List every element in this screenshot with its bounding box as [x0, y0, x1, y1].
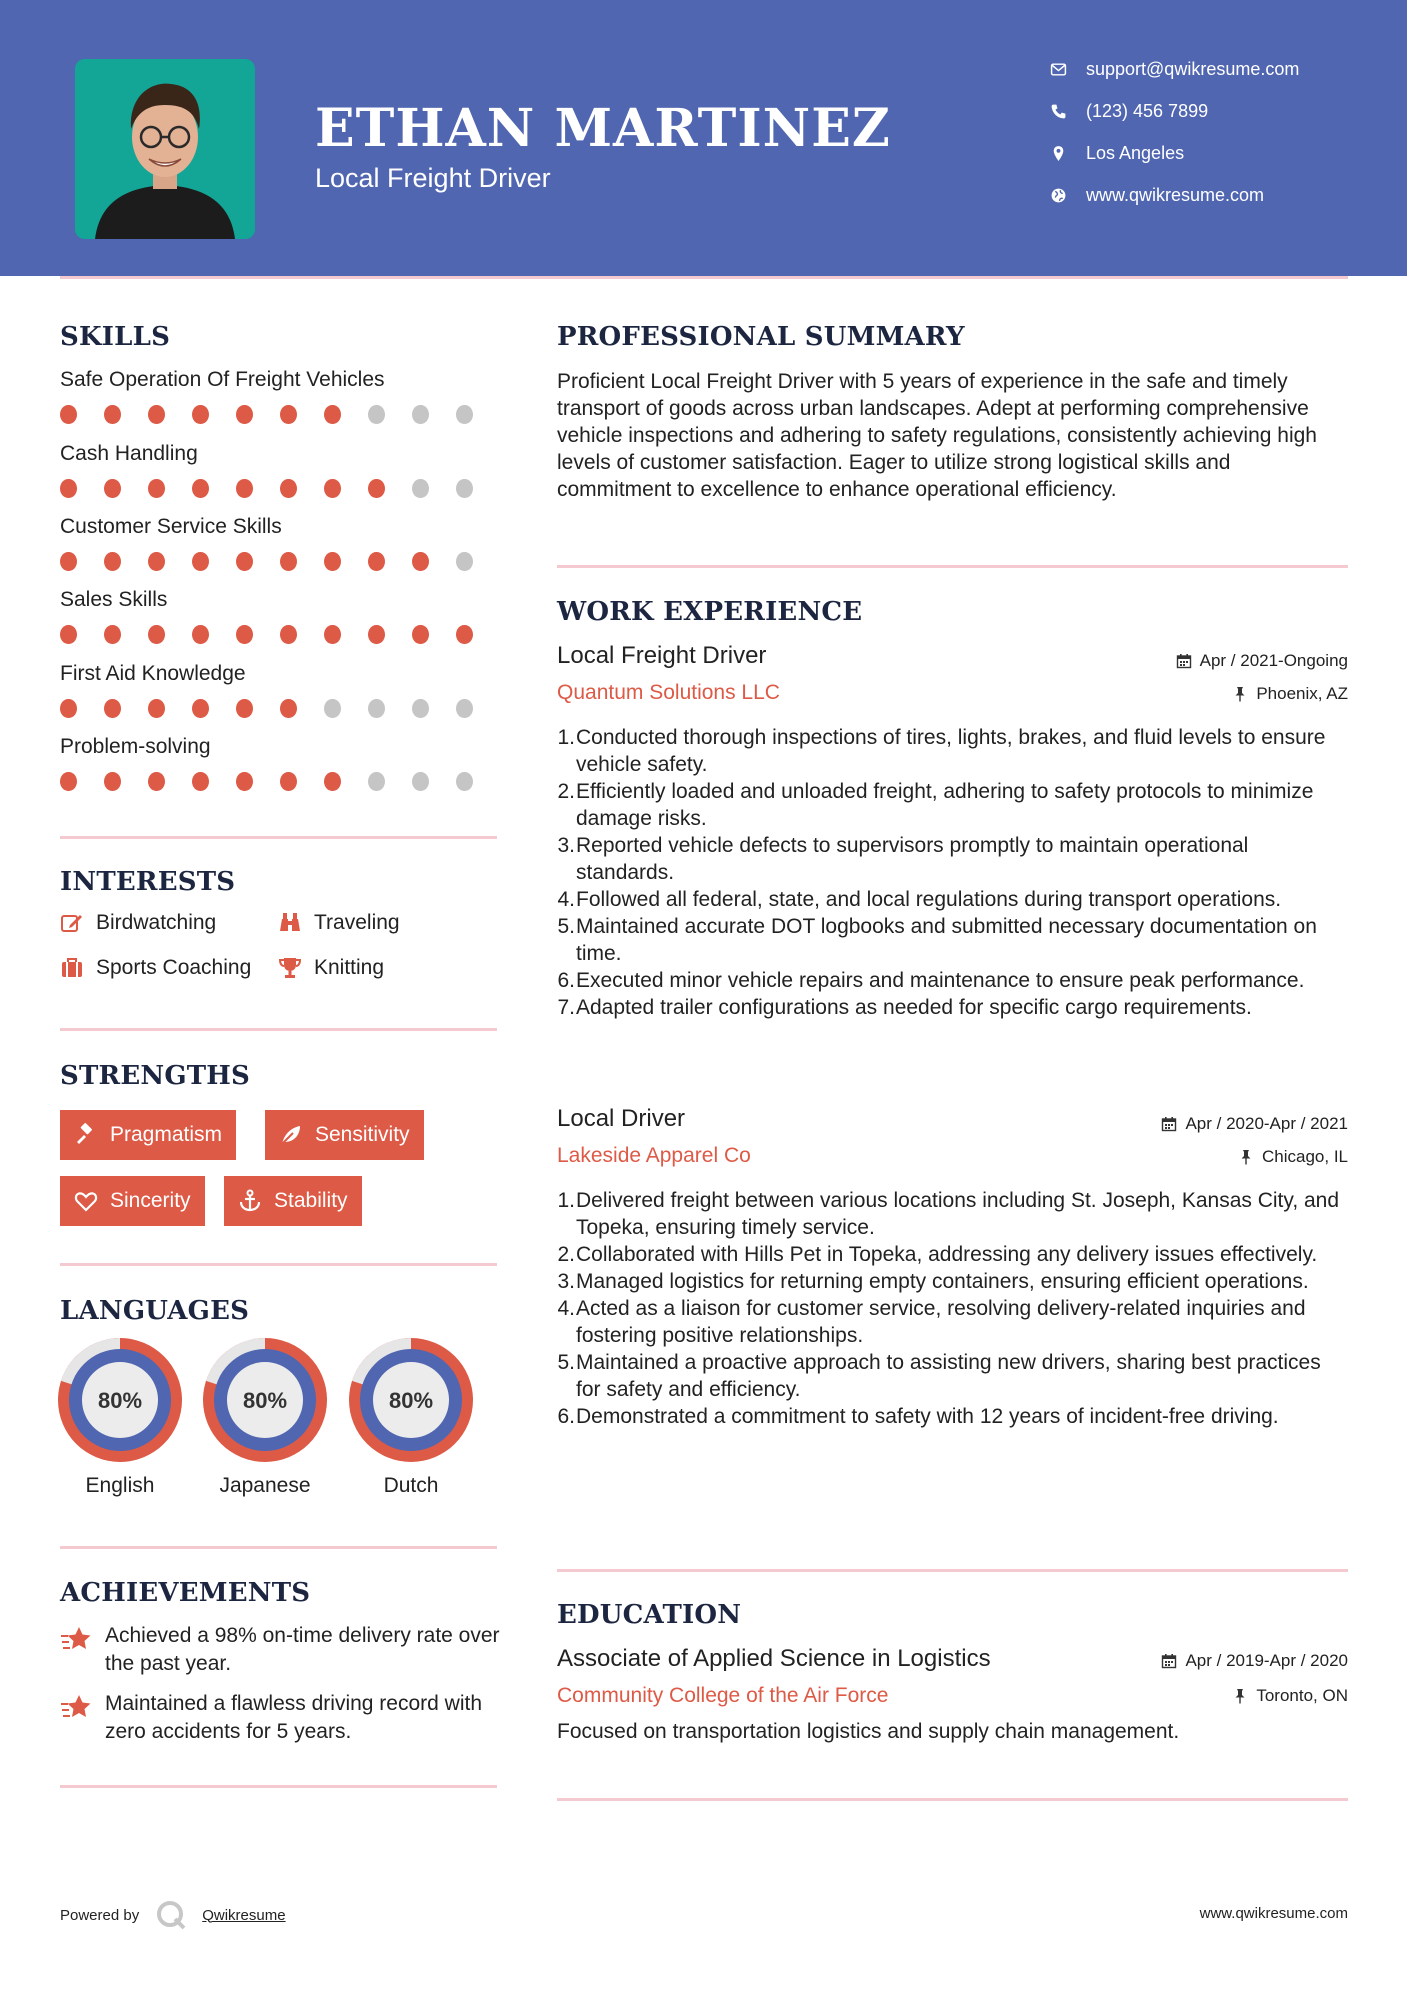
contact-phone-text: (123) 456 7899 — [1086, 100, 1209, 121]
interest-item — [60, 956, 251, 980]
contact-email[interactable] — [1050, 54, 1380, 84]
footer-powered-by — [60, 1898, 286, 1932]
interest-label: Birdwatching — [96, 911, 217, 934]
strength-tag — [265, 1110, 424, 1160]
rating-dot-filled — [60, 699, 77, 718]
section-divider — [60, 836, 497, 839]
language-item — [349, 1338, 473, 1498]
duty-number: 2. — [557, 780, 575, 803]
education-location — [1232, 1686, 1348, 1706]
duty-text: Adapted trailer configurations as needed for specific cargo requirements. — [576, 996, 1252, 1019]
rating-dot-filled — [280, 405, 297, 424]
rating-dot-filled — [104, 772, 121, 791]
skill-rating — [60, 699, 500, 719]
job-dates-text: Apr / 2021-Ongoing — [1199, 651, 1348, 670]
rating-dot-filled — [192, 479, 209, 498]
interest-label: Sports Coaching — [96, 956, 252, 979]
duty-text: Executed minor vehicle repairs and maintenance to ensure peak performance. — [576, 969, 1305, 992]
edit-icon — [60, 911, 84, 935]
interest-item — [60, 911, 216, 935]
duty-number: 3. — [557, 834, 575, 857]
rating-dot-filled — [148, 552, 165, 571]
duty-number: 7. — [557, 996, 575, 1019]
rating-dot-filled — [148, 772, 165, 791]
language-donut — [349, 1338, 473, 1462]
language-name: English — [85, 1474, 155, 1497]
interests-title: INTERESTS — [60, 867, 236, 897]
calendar-icon — [1176, 653, 1192, 669]
company-name: Quantum Solutions LLC — [557, 681, 780, 704]
rating-dot-filled — [412, 625, 429, 644]
contact-website[interactable] — [1050, 180, 1380, 210]
rating-dot-filled — [324, 772, 341, 791]
duty-number: 1. — [557, 1189, 575, 1212]
duty-item — [557, 1349, 1347, 1403]
duty-number: 6. — [557, 1405, 575, 1428]
rating-dot-filled — [192, 552, 209, 571]
skill-rating — [60, 479, 500, 499]
rating-dot-filled — [236, 625, 253, 644]
duty-item — [557, 778, 1347, 832]
duty-item — [557, 1295, 1347, 1349]
skill-rating — [60, 552, 500, 572]
section-divider — [60, 1546, 497, 1549]
rating-dot-filled — [236, 699, 253, 718]
rating-dot-filled — [412, 552, 429, 571]
rating-dot-filled — [236, 552, 253, 571]
skill-name: Customer Service Skills — [60, 515, 282, 538]
rating-dot-filled — [324, 479, 341, 498]
gavel-icon — [74, 1123, 98, 1147]
contact-location — [1050, 138, 1380, 168]
education-description: Focused on transportation logistics and supply chain management. — [557, 1720, 1180, 1743]
job-dates — [1176, 651, 1348, 671]
strength-tag — [224, 1176, 362, 1226]
phone-icon — [1050, 103, 1086, 120]
achievement-item — [60, 1690, 500, 1746]
rating-dot-filled — [192, 699, 209, 718]
duty-item — [557, 913, 1347, 967]
strength-tag — [60, 1176, 205, 1226]
job-location-text: Chicago, IL — [1262, 1147, 1348, 1166]
duty-number: 6. — [557, 969, 575, 992]
rating-dot-filled — [236, 479, 253, 498]
rating-dot-empty — [412, 772, 429, 791]
skill-name: Sales Skills — [60, 588, 168, 611]
achievements-title: ACHIEVEMENTS — [60, 1578, 311, 1608]
leaf-icon — [279, 1123, 303, 1147]
rating-dot-empty — [324, 699, 341, 718]
duty-text: Reported vehicle defects to supervisors promptly to maintain operational standards. — [576, 834, 1249, 884]
rating-dot-filled — [104, 699, 121, 718]
school-name: Community College of the Air Force — [557, 1684, 889, 1707]
rating-dot-filled — [60, 625, 77, 644]
skill-name: Problem-solving — [60, 735, 211, 758]
interest-label: Knitting — [314, 956, 385, 979]
qwikresume-logo-icon — [154, 1898, 188, 1932]
rating-dot-filled — [60, 772, 77, 791]
duty-text: Conducted thorough inspections of tires, lights, brakes, and fluid levels to ensure vehicle safety. — [576, 726, 1326, 776]
rating-dot-empty — [368, 405, 385, 424]
duty-text: Acted as a liaison for customer service, resolving delivery-related inquiries and fostering positive relationships. — [576, 1297, 1306, 1347]
section-divider — [557, 565, 1348, 568]
duty-number: 5. — [557, 1351, 575, 1374]
duty-text: Managed logistics for returning empty containers, ensuring efficient operations. — [576, 1270, 1309, 1293]
job-title: Local Driver — [557, 1105, 686, 1132]
achievement-text: Maintained a flawless driving record with zero accidents for 5 years. — [105, 1692, 483, 1743]
envelope-icon — [1050, 61, 1086, 78]
interest-label: Traveling — [314, 911, 400, 934]
powered-by-text: Powered by — [60, 1906, 140, 1924]
language-name: Japanese — [219, 1474, 311, 1497]
job-dates — [1161, 1114, 1348, 1134]
duty-item — [557, 967, 1347, 994]
duty-number: 2. — [557, 1243, 575, 1266]
rating-dot-filled — [368, 625, 385, 644]
strengths-title: STRENGTHS — [60, 1061, 251, 1091]
language-percent: 80% — [97, 1388, 143, 1413]
briefcase-icon — [60, 956, 84, 980]
contact-website-text: www.qwikresume.com — [1086, 184, 1265, 205]
languages-title: LANGUAGES — [60, 1296, 250, 1326]
rating-dot-filled — [280, 552, 297, 571]
header-divider — [60, 276, 1348, 279]
skill-rating — [60, 625, 500, 645]
rating-dot-filled — [192, 772, 209, 791]
section-divider — [557, 1798, 1348, 1801]
rating-dot-empty — [368, 699, 385, 718]
star-icon — [60, 1692, 92, 1724]
job-location — [1232, 684, 1348, 704]
skills-title: SKILLS — [60, 322, 171, 352]
rating-dot-empty — [412, 699, 429, 718]
duty-text: Delivered freight between various locations including St. Joseph, Kansas City, and Topeka, ensuring timely service. — [576, 1189, 1340, 1239]
language-name: Dutch — [383, 1474, 439, 1497]
rating-dot-filled — [60, 552, 77, 571]
star-icon — [60, 1624, 92, 1656]
resume-header — [0, 0, 1407, 276]
summary-text: Proficient Local Freight Driver with 5 years of experience in the safe and timely transport of goods across urban landscapes. Adept at performing comprehensive vehicle inspections and adhering to safety regulations, consistently achieving high levels of customer satisfaction. Eager to utilize strong logistical skills and commitment to excellence to enhance operational efficiency. — [557, 370, 1317, 501]
skill-name: Safe Operation Of Freight Vehicles — [60, 368, 385, 391]
contact-phone[interactable] — [1050, 96, 1380, 126]
skill-rating — [60, 405, 500, 425]
language-item — [58, 1338, 182, 1498]
qwikresume-link[interactable]: Qwikresume — [202, 1906, 286, 1924]
job-title: Local Freight Driver — [557, 642, 767, 669]
heart-icon — [74, 1189, 98, 1213]
duty-text: Followed all federal, state, and local regulations during transport operations. — [576, 888, 1282, 911]
binoculars-icon — [278, 911, 302, 935]
duty-item — [557, 724, 1347, 778]
rating-dot-filled — [192, 625, 209, 644]
rating-dot-filled — [280, 625, 297, 644]
rating-dot-filled — [324, 552, 341, 571]
candidate-name: ETHAN MARTINEZ — [315, 98, 891, 159]
contact-email-text: support@qwikresume.com — [1086, 58, 1300, 79]
rating-dot-filled — [280, 699, 297, 718]
rating-dot-filled — [104, 479, 121, 498]
education-dates-text: Apr / 2019-Apr / 2020 — [1185, 1651, 1348, 1670]
rating-dot-filled — [104, 405, 121, 424]
interest-item — [278, 956, 384, 980]
rating-dot-filled — [280, 479, 297, 498]
language-percent: 80% — [242, 1388, 288, 1413]
duty-item — [557, 832, 1347, 886]
profile-photo — [75, 59, 255, 239]
duty-item — [557, 1187, 1347, 1241]
pushpin-icon — [1232, 686, 1248, 702]
rating-dot-filled — [368, 479, 385, 498]
rating-dot-filled — [104, 625, 121, 644]
duty-item — [557, 1403, 1347, 1430]
rating-dot-filled — [60, 405, 77, 424]
rating-dot-filled — [280, 772, 297, 791]
rating-dot-filled — [148, 479, 165, 498]
rating-dot-filled — [324, 625, 341, 644]
candidate-role: Local Freight Driver — [315, 163, 551, 193]
rating-dot-filled — [148, 699, 165, 718]
duty-item — [557, 994, 1347, 1021]
achievement-text: Achieved a 98% on-time delivery rate over the past year. — [105, 1624, 500, 1675]
language-item — [203, 1338, 327, 1498]
language-donut — [203, 1338, 327, 1462]
duty-number: 3. — [557, 1270, 575, 1293]
duty-number: 4. — [557, 888, 575, 911]
section-divider — [557, 1569, 1348, 1572]
achievement-item — [60, 1622, 500, 1678]
rating-dot-empty — [456, 479, 473, 498]
job-dates-text: Apr / 2020-Apr / 2021 — [1185, 1114, 1348, 1133]
rating-dot-filled — [104, 552, 121, 571]
experience-title: WORK EXPERIENCE — [557, 597, 863, 627]
duty-number: 5. — [557, 915, 575, 938]
duty-number: 1. — [557, 726, 575, 749]
duty-text: Maintained accurate DOT logbooks and submitted necessary documentation on time. — [576, 915, 1317, 965]
strength-label: Stability — [274, 1189, 348, 1212]
rating-dot-empty — [368, 772, 385, 791]
duty-number: 4. — [557, 1297, 575, 1320]
contact-location-text: Los Angeles — [1086, 142, 1185, 163]
strength-label: Pragmatism — [110, 1123, 223, 1146]
calendar-icon — [1161, 1116, 1177, 1132]
duty-text: Maintained a proactive approach to assisting new drivers, sharing best practices for safety and efficiency. — [576, 1351, 1321, 1401]
section-divider — [60, 1785, 497, 1788]
duty-item — [557, 1268, 1347, 1295]
strength-label: Sensitivity — [315, 1123, 410, 1146]
strength-tag — [60, 1110, 236, 1160]
globe-icon — [1050, 187, 1086, 204]
strength-label: Sincerity — [110, 1189, 191, 1212]
rating-dot-filled — [324, 405, 341, 424]
rating-dot-filled — [236, 405, 253, 424]
duty-item — [557, 1241, 1347, 1268]
education-location-text: Toronto, ON — [1256, 1686, 1348, 1705]
rating-dot-empty — [412, 405, 429, 424]
anchor-icon — [238, 1189, 262, 1213]
rating-dot-empty — [412, 479, 429, 498]
rating-dot-filled — [368, 552, 385, 571]
duty-text: Demonstrated a commitment to safety with 12 years of incident-free driving. — [576, 1405, 1279, 1428]
skill-rating — [60, 772, 500, 792]
pushpin-icon — [1238, 1149, 1254, 1165]
job-location — [1238, 1147, 1348, 1167]
duty-text: Efficiently loaded and unloaded freight, adhering to safety protocols to minimize damage risks. — [576, 780, 1314, 830]
rating-dot-empty — [456, 772, 473, 791]
rating-dot-empty — [456, 699, 473, 718]
language-donut — [58, 1338, 182, 1462]
location-pin-icon — [1050, 145, 1086, 162]
duty-item — [557, 886, 1347, 913]
education-dates — [1161, 1651, 1348, 1671]
interest-item — [278, 911, 400, 935]
rating-dot-filled — [148, 625, 165, 644]
rating-dot-filled — [60, 479, 77, 498]
rating-dot-filled — [236, 772, 253, 791]
degree-title: Associate of Applied Science in Logistics — [557, 1645, 991, 1672]
section-divider — [60, 1263, 497, 1266]
rating-dot-filled — [192, 405, 209, 424]
rating-dot-empty — [456, 405, 473, 424]
calendar-icon — [1161, 1653, 1177, 1669]
duty-text: Collaborated with Hills Pet in Topeka, addressing any delivery issues effectively. — [576, 1243, 1318, 1266]
profile-photo-illustration — [75, 59, 255, 239]
summary-title: PROFESSIONAL SUMMARY — [557, 322, 965, 352]
pushpin-icon — [1232, 1688, 1248, 1704]
rating-dot-filled — [456, 625, 473, 644]
rating-dot-empty — [456, 552, 473, 571]
skill-name: First Aid Knowledge — [60, 662, 246, 685]
trophy-icon — [278, 956, 302, 980]
footer-website[interactable]: www.qwikresume.com — [1199, 1905, 1348, 1922]
duties-list — [557, 724, 1347, 1021]
duties-list — [557, 1187, 1347, 1430]
skill-name: Cash Handling — [60, 442, 198, 465]
education-title: EDUCATION — [557, 1600, 742, 1630]
rating-dot-filled — [148, 405, 165, 424]
section-divider — [60, 1028, 497, 1031]
language-percent: 80% — [388, 1388, 434, 1413]
job-location-text: Phoenix, AZ — [1256, 684, 1348, 703]
company-name: Lakeside Apparel Co — [557, 1144, 751, 1167]
